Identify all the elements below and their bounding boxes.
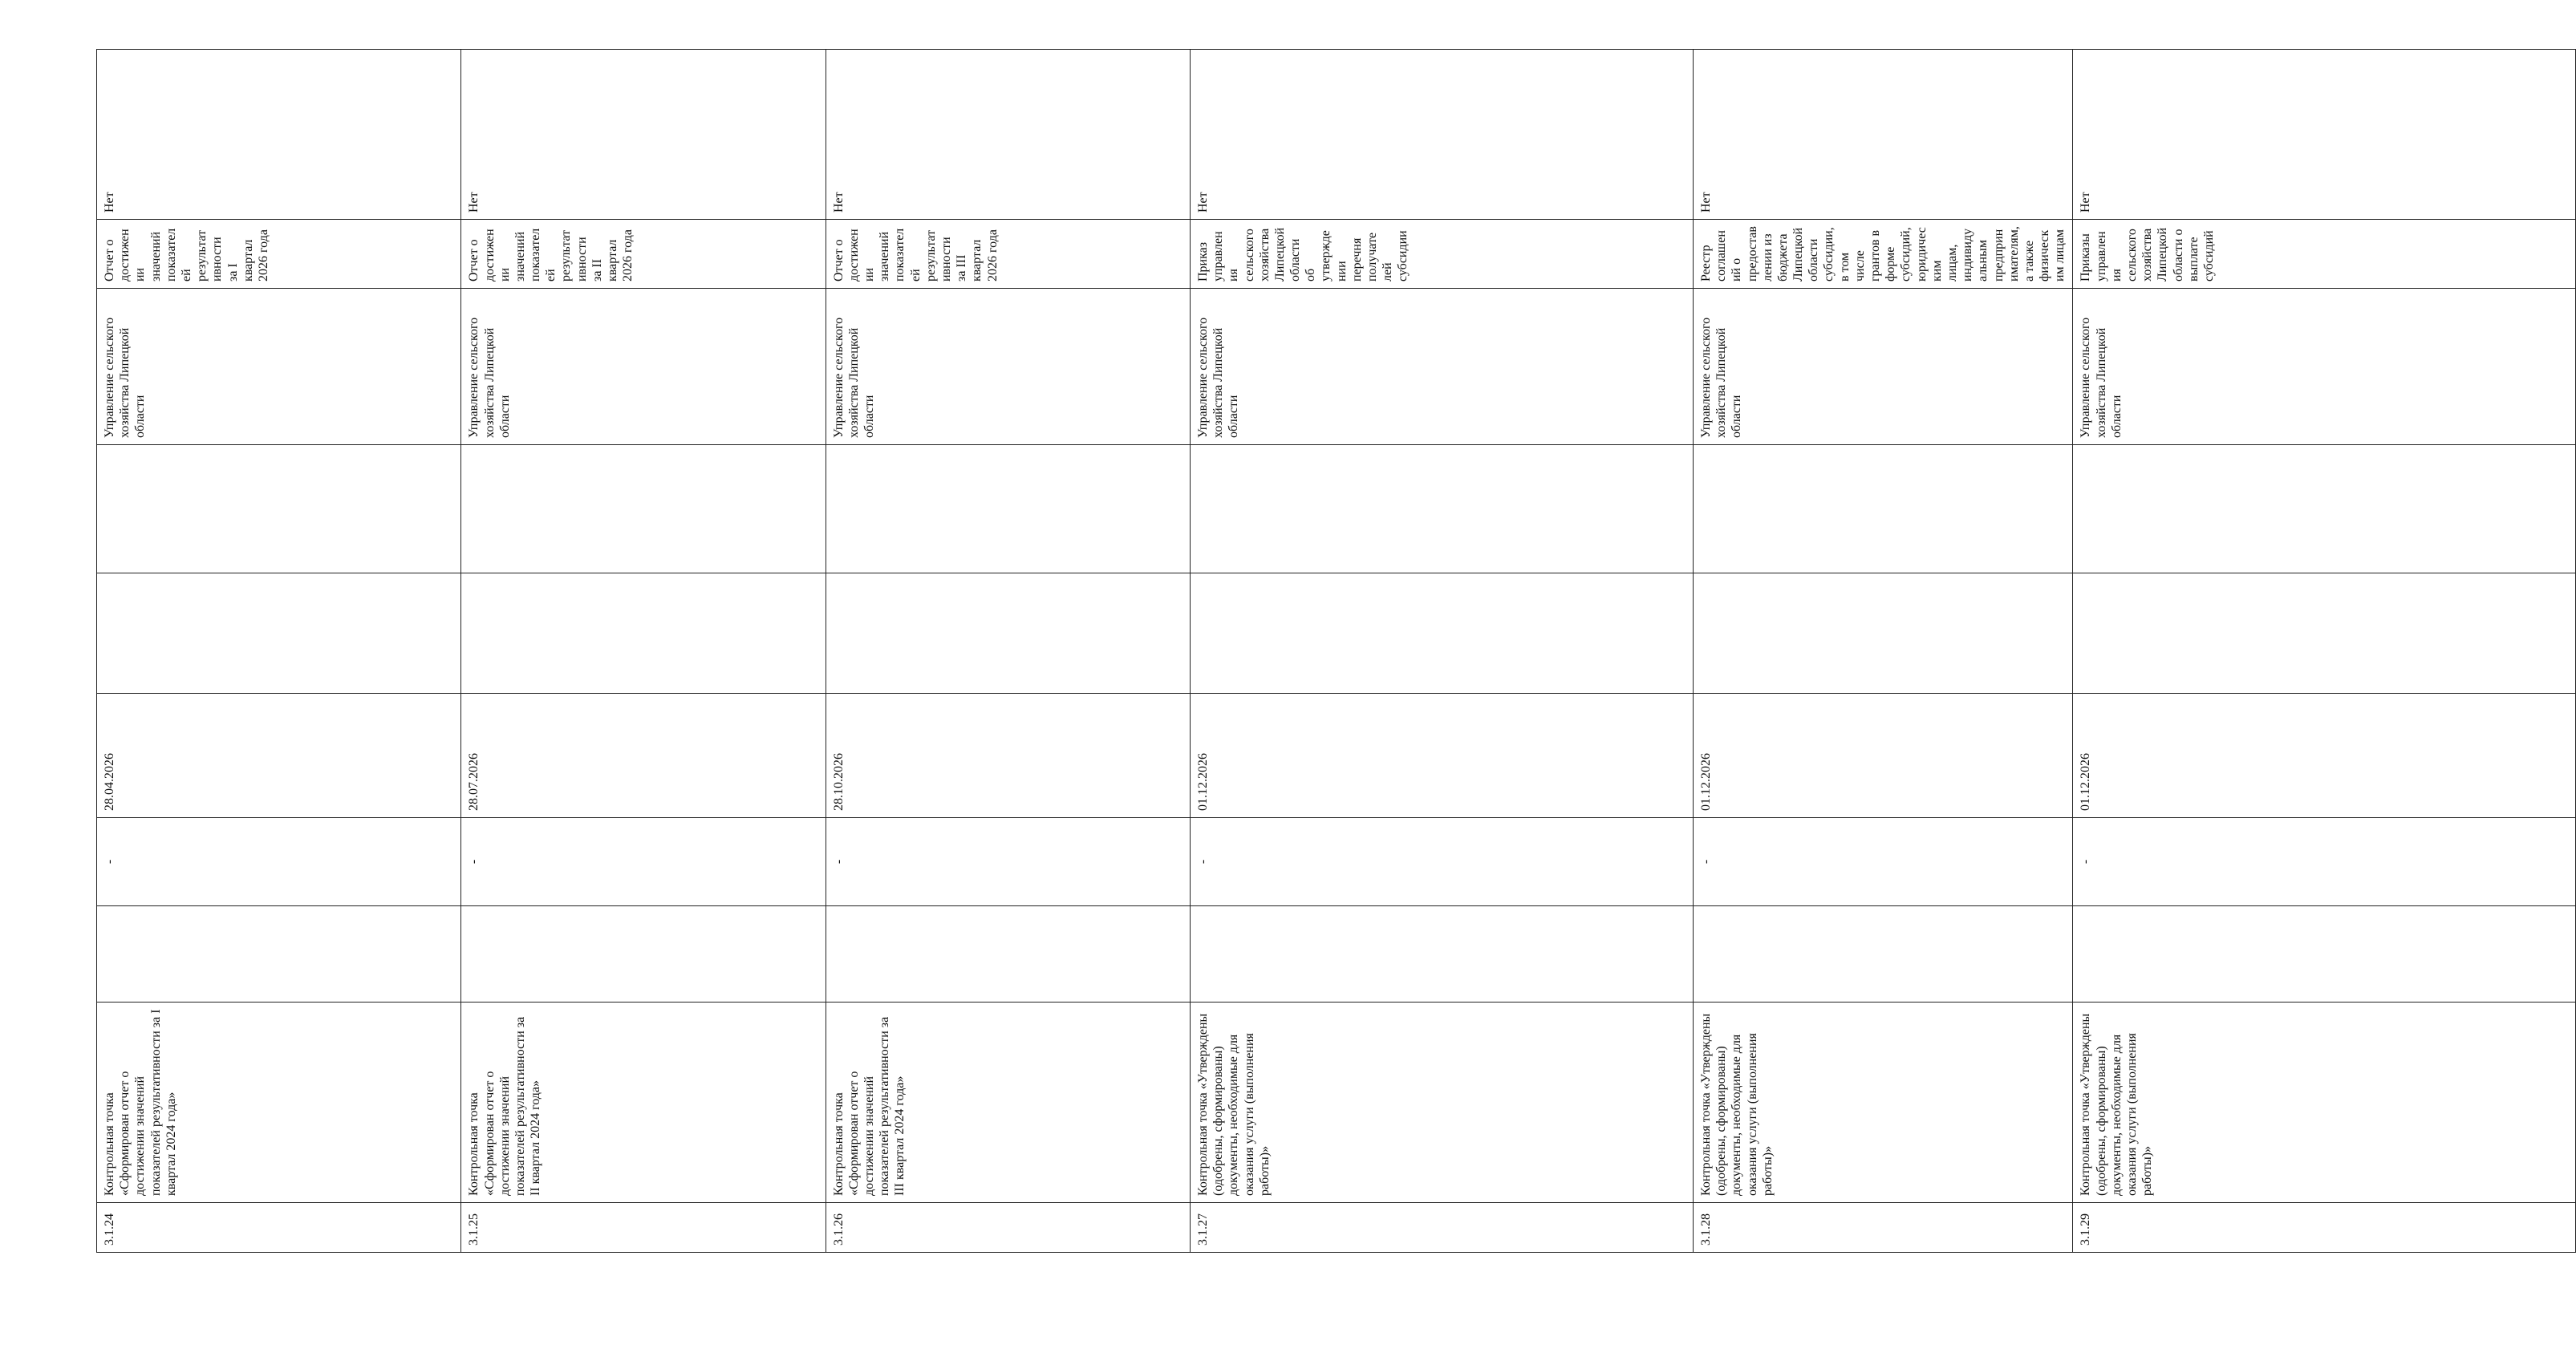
empty-cell: [1190, 573, 1693, 694]
empty-cell: [2073, 573, 2576, 694]
table-row: [97, 50, 461, 1253]
row-number: 3.1.27: [1190, 1203, 1693, 1253]
empty-cell: [461, 573, 826, 694]
empty-cell: [1190, 906, 1693, 1003]
row-flag: Нет: [461, 50, 826, 220]
row-date: 28.07.2026: [461, 694, 826, 818]
table-row: [461, 50, 826, 1253]
empty-cell: [826, 906, 1190, 1003]
row-dash: -: [97, 818, 461, 906]
control-points-table: [96, 49, 2576, 1253]
row-responsible: Управление сельского хозяйства Липецкой области: [97, 289, 461, 445]
empty-cell: [97, 445, 461, 573]
empty-cell: [461, 906, 826, 1003]
table-row: [826, 50, 1190, 1253]
row-date: 01.12.2026: [1190, 694, 1693, 818]
row-responsible: Управление сельского хозяйства Липецкой области: [2073, 289, 2576, 445]
row-document: Отчет о достижении значений показателей результативности за II квартал 2026 года: [461, 220, 826, 289]
empty-cell: [1693, 445, 2073, 573]
row-document: Реестр соглашений о предоставлении из бюджета Липецкой области субсидии, в том числе грантов в форме субсидий, юридическим лицам, индивидуальным предпринимателям, а также физическим лицам: [1693, 220, 2073, 289]
empty-cell: [826, 445, 1190, 573]
row-responsible: Управление сельского хозяйства Липецкой области: [1190, 289, 1693, 445]
row-responsible: Управление сельского хозяйства Липецкой области: [461, 289, 826, 445]
row-dash: -: [461, 818, 826, 906]
empty-cell: [1190, 445, 1693, 573]
row-title: Контрольная точка «Утверждены (одобрены, сформированы) документы, необходимые для оказания услуги (выполнения работы)»: [1693, 1003, 2073, 1203]
table-row: [1190, 50, 1693, 1253]
empty-cell: [97, 906, 461, 1003]
row-number: 3.1.28: [1693, 1203, 2073, 1253]
row-title: Контрольная точка «Сформирован отчет о достижении значений показателей результативности за II квартал 2024 года»: [461, 1003, 826, 1203]
row-title: Контрольная точка «Утверждены (одобрены, сформированы) документы, необходимые для оказания услуги (выполнения работы)»: [2073, 1003, 2576, 1203]
table-row: [1693, 50, 2073, 1253]
row-flag: Нет: [1693, 50, 2073, 220]
row-number: 3.1.24: [97, 1203, 461, 1253]
row-responsible: Управление сельского хозяйства Липецкой области: [1693, 289, 2073, 445]
row-date: 28.10.2026: [826, 694, 1190, 818]
row-document: Отчет о достижении значений показателей результативности за I квартал 2026 года: [97, 220, 461, 289]
row-dash: -: [826, 818, 1190, 906]
row-dash: -: [2073, 818, 2576, 906]
rotated-page: [96, 50, 2216, 1253]
row-number: 3.1.29: [2073, 1203, 2576, 1253]
row-responsible: Управление сельского хозяйства Липецкой области: [826, 289, 1190, 445]
empty-cell: [461, 445, 826, 573]
row-document: Приказ управления сельского хозяйства Липецкой области об утверждении перечня получателей субсидии: [1190, 220, 1693, 289]
row-dash: -: [1190, 818, 1693, 906]
empty-cell: [2073, 445, 2576, 573]
row-flag: Нет: [97, 50, 461, 220]
row-date: 28.04.2026: [97, 694, 461, 818]
empty-cell: [97, 573, 461, 694]
row-date: 01.12.2026: [2073, 694, 2576, 818]
empty-cell: [826, 573, 1190, 694]
empty-cell: [1693, 573, 2073, 694]
row-document: Отчет о достижении значений показателей результативности за III квартал 2026 года: [826, 220, 1190, 289]
row-document: Приказы управления сельского хозяйства Липецкой области о выплате субсидий: [2073, 220, 2576, 289]
row-flag: Нет: [2073, 50, 2576, 220]
row-number: 3.1.26: [826, 1203, 1190, 1253]
empty-cell: [1693, 906, 2073, 1003]
row-title: Контрольная точка «Сформирован отчет о достижении значений показателей результативности за I квартал 2024 года»: [97, 1003, 461, 1203]
empty-cell: [2073, 906, 2576, 1003]
row-number: 3.1.25: [461, 1203, 826, 1253]
row-title: Контрольная точка «Утверждены (одобрены, сформированы) документы, необходимые для оказания услуги (выполнения работы)»: [1190, 1003, 1693, 1203]
row-flag: Нет: [826, 50, 1190, 220]
row-date: 01.12.2026: [1693, 694, 2073, 818]
row-flag: Нет: [1190, 50, 1693, 220]
table-row: [2073, 50, 2576, 1253]
row-dash: -: [1693, 818, 2073, 906]
row-title: Контрольная точка «Сформирован отчет о достижении значений показателей результативности за III квартал 2024 года»: [826, 1003, 1190, 1203]
